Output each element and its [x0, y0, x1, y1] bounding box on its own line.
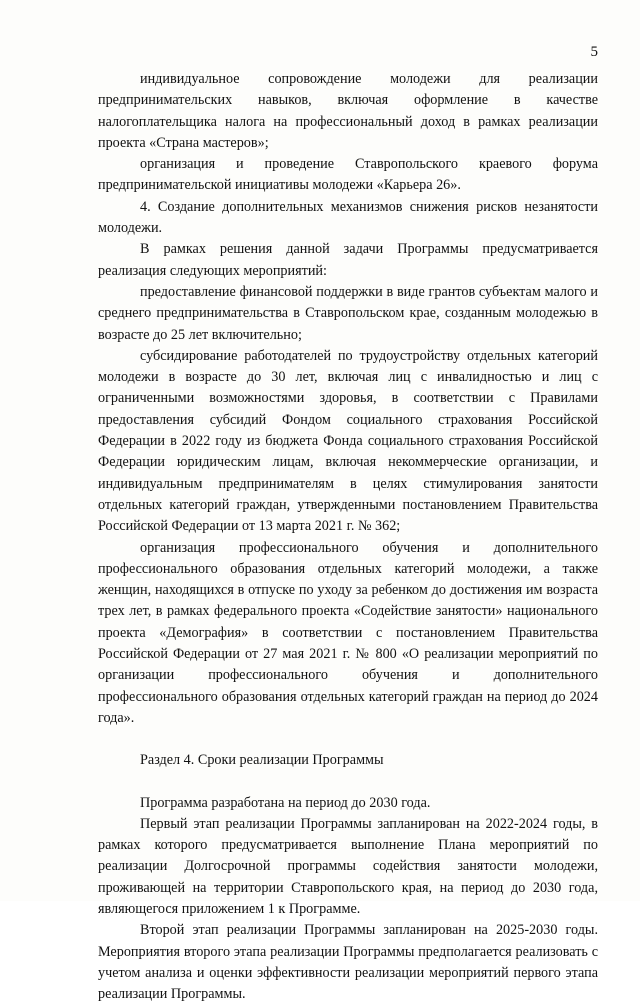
paragraph-subsidies: субсидирование работодателей по трудоустройству отдельных категорий молодежи в возрасте до 30 лет, включая лиц с инвалидностью и лиц с ограниченными возможностями здоровья, в соответствии с Правилами предоставления субсидий Фондом социального страхования Российской Федерации в 2022 году из бюджета Фонда социального страхования Российской Федерации юридическим лицам, включая некоммерческие организации, и индивидуальным предпринимателям в целях стимулирования занятости отдельных категорий граждан, утвержденными постановлением Правительства Российской Федерации от 13 марта 2021 г. № 362;	[98, 347, 598, 535]
paragraph-training: организация профессионального обучения и дополнительного профессионального образования отдельных категорий молодежи, а также женщин, находящихся в отпуске по уходу за ребенком до достижения им возраста трех лет, в рамках федерального проекта «Содействие занятости» национального проекта «Демография» в соответствии с постановлением Правительства Российской Федерации от 27 мая 2021 г. № 800 «О реализации мероприятий по организации профессионального обучения и дополнительного профессионального образования отдельных категорий граждан на период до 2024 года».	[98, 539, 598, 726]
paragraph-task-intro: В рамках решения данной задачи Программы предусматривается реализация следующих мероприятий:	[98, 241, 598, 279]
paragraph-second-stage: Второй этап реализации Программы запланирован на 2025-2030 годы. Мероприятия второго этапа реализации Программы предполагается реализовать с учетом анализа и оценки эффективности реализации мероприятий первого этапа реализации Программы.	[98, 922, 598, 1003]
page-number: 5	[590, 44, 598, 60]
paragraph-mentoring: индивидуальное сопровождение молодежи для реализации предпринимательских навыков, включая оформление в качестве налогоплательщика налога на профессиональный доход в рамках реализации проекта «Страна мастеров»;	[98, 71, 598, 151]
paragraph-period: Программа разработана на период до 2030 года.	[140, 794, 431, 811]
paragraph-first-stage: Первый этап реализации Программы запланирован на 2022-2024 годы, в рамках которого предусматривается выполнение Плана мероприятий по реализации Долгосрочной программы содействия занятости молодежи, проживающей на территории Ставропольского края, на период до 2030 года, являющегося приложением 1 к Программе.	[98, 815, 598, 917]
document-body	[98, 69, 598, 1005]
paragraph-grants: предоставление финансовой поддержки в виде грантов субъектам малого и среднего предпринимательства в Ставропольском крае, созданным молодежью в возрасте до 25 лет включительно;	[98, 283, 598, 343]
paragraph-forum: организация и проведение Ставропольского краевого форума предпринимательской инициативы молодежи «Карьера 26».	[98, 156, 598, 194]
section-heading: Раздел 4. Сроки реализации Программы	[140, 752, 384, 769]
paragraph-task-4: 4. Создание дополнительных механизмов снижения рисков незанятости молодежи.	[98, 198, 598, 237]
